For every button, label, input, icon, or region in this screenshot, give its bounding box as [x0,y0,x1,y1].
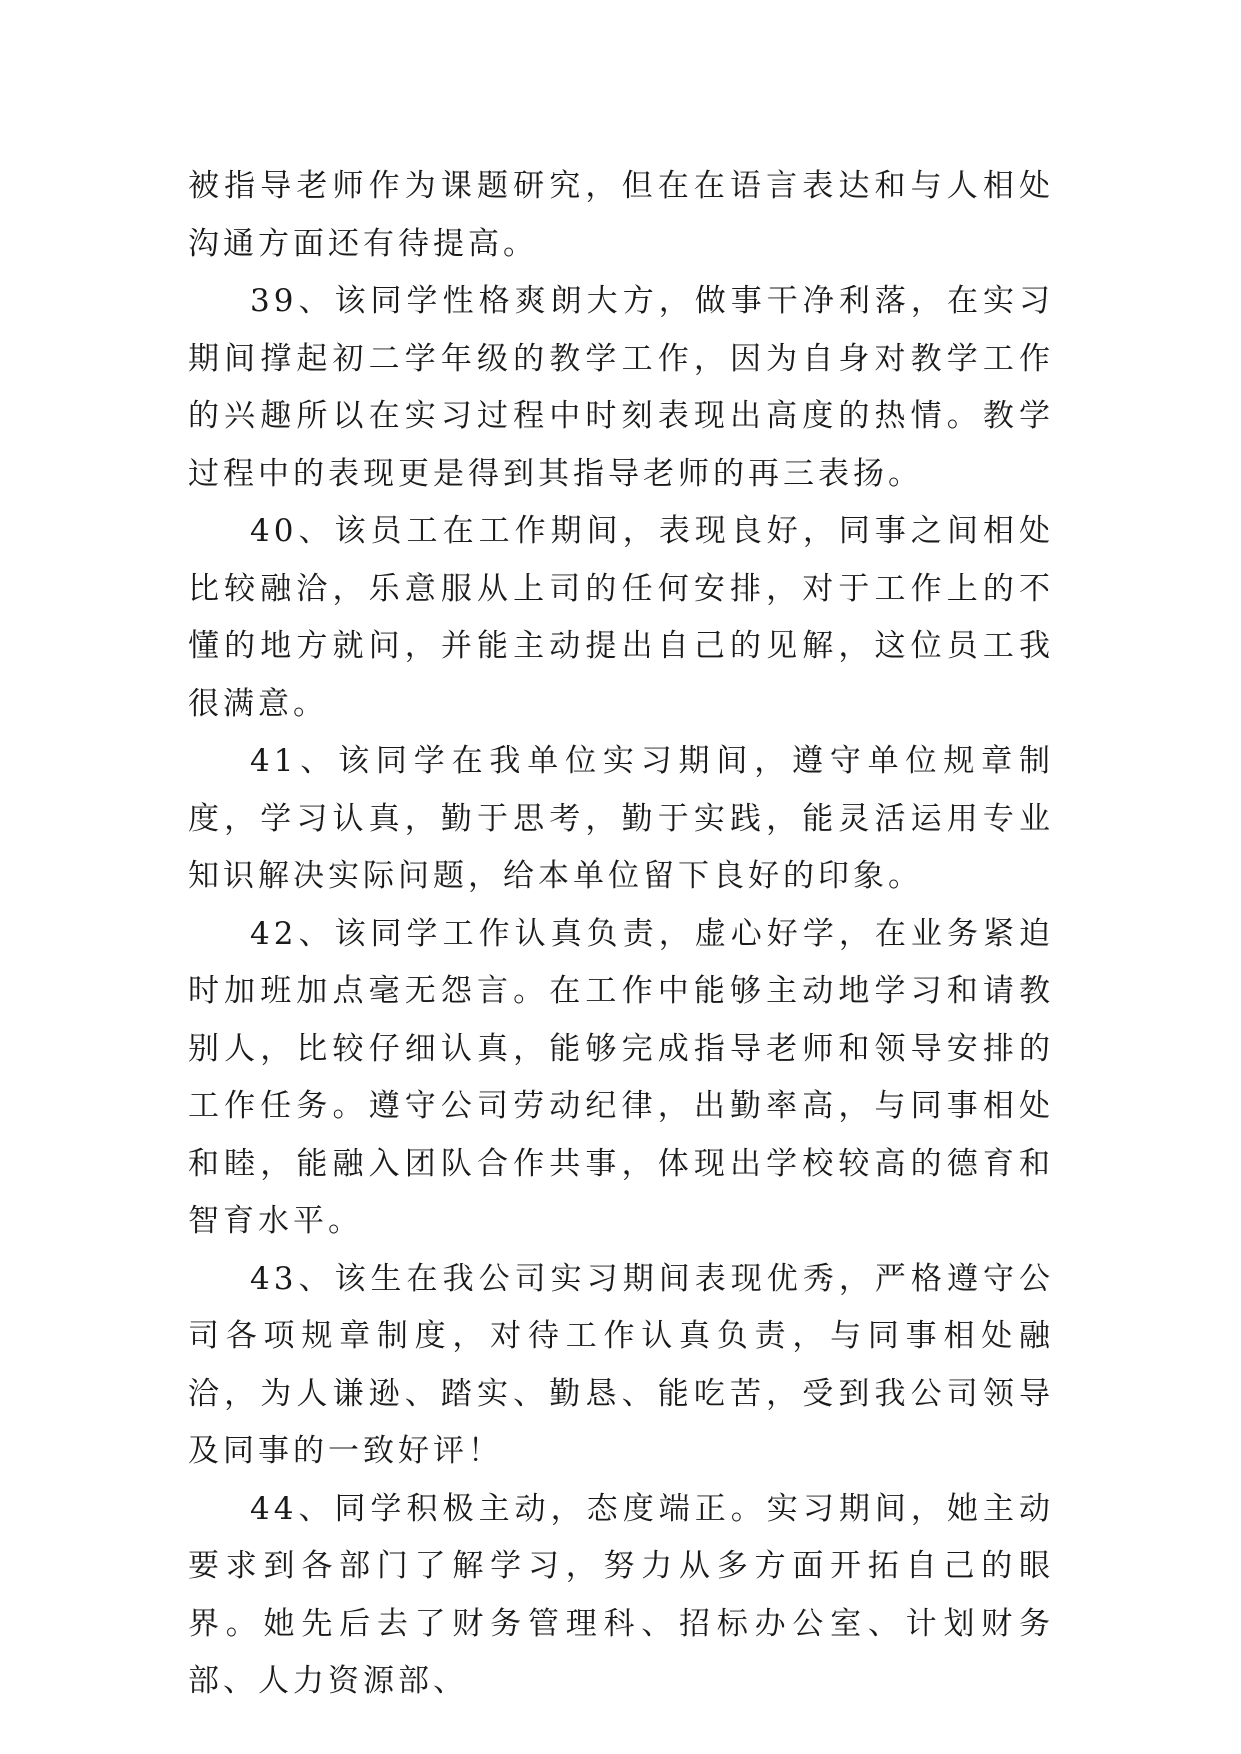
paragraph-44: 44、同学积极主动，态度端正。实习期间，她主动要求到各部门了解学习，努力从多方面开拓自己的眼界。她先后去了财务管理科、招标办公室、计划财务部、人力资源部、 [188,1490,1054,1699]
paragraph-39: 39、该同学性格爽朗大方，做事干净利落，在实习期间撑起初二学年级的教学工作，因为自身对教学工作的兴趣所以在实习过程中时刻表现出高度的热情。教学过程中的表现更是得到其指导老师的再三表扬。 [188,283,1054,492]
paragraph-43: 43、该生在我公司实习期间表现优秀，严格遵守公司各项规章制度，对待工作认真负责，与同事相处融洽，为人谦逊、踏实、勤恳、能吃苦，受到我公司领导及同事的一致好评！ [188,1260,1054,1469]
paragraph-continuation: 被指导老师作为课题研究，但在在语言表达和与人相处沟通方面还有待提高。 [188,168,1054,262]
paragraph-41: 41、该同学在我单位实习期间，遵守单位规章制度，学习认真，勤于思考，勤于实践，能灵活运用专业知识解决实际问题，给本单位留下良好的印象。 [188,743,1054,894]
paragraph-42: 42、该同学工作认真负责，虚心好学，在业务紧迫时加班加点毫无怨言。在工作中能够主动地学习和请教别人，比较仔细认真，能够完成指导老师和领导安排的工作任务。遵守公司劳动纪律，出勤率高，与同事相处和睦，能融入团队合作共事，体现出学校较高的德育和智育水平。 [188,915,1054,1239]
document-body [188,158,1054,1711]
paragraph-40: 40、该员工在工作期间，表现良好，同事之间相处比较融洽，乐意服从上司的任何安排，对于工作上的不懂的地方就问，并能主动提出自己的见解，这位员工我很满意。 [188,513,1054,722]
